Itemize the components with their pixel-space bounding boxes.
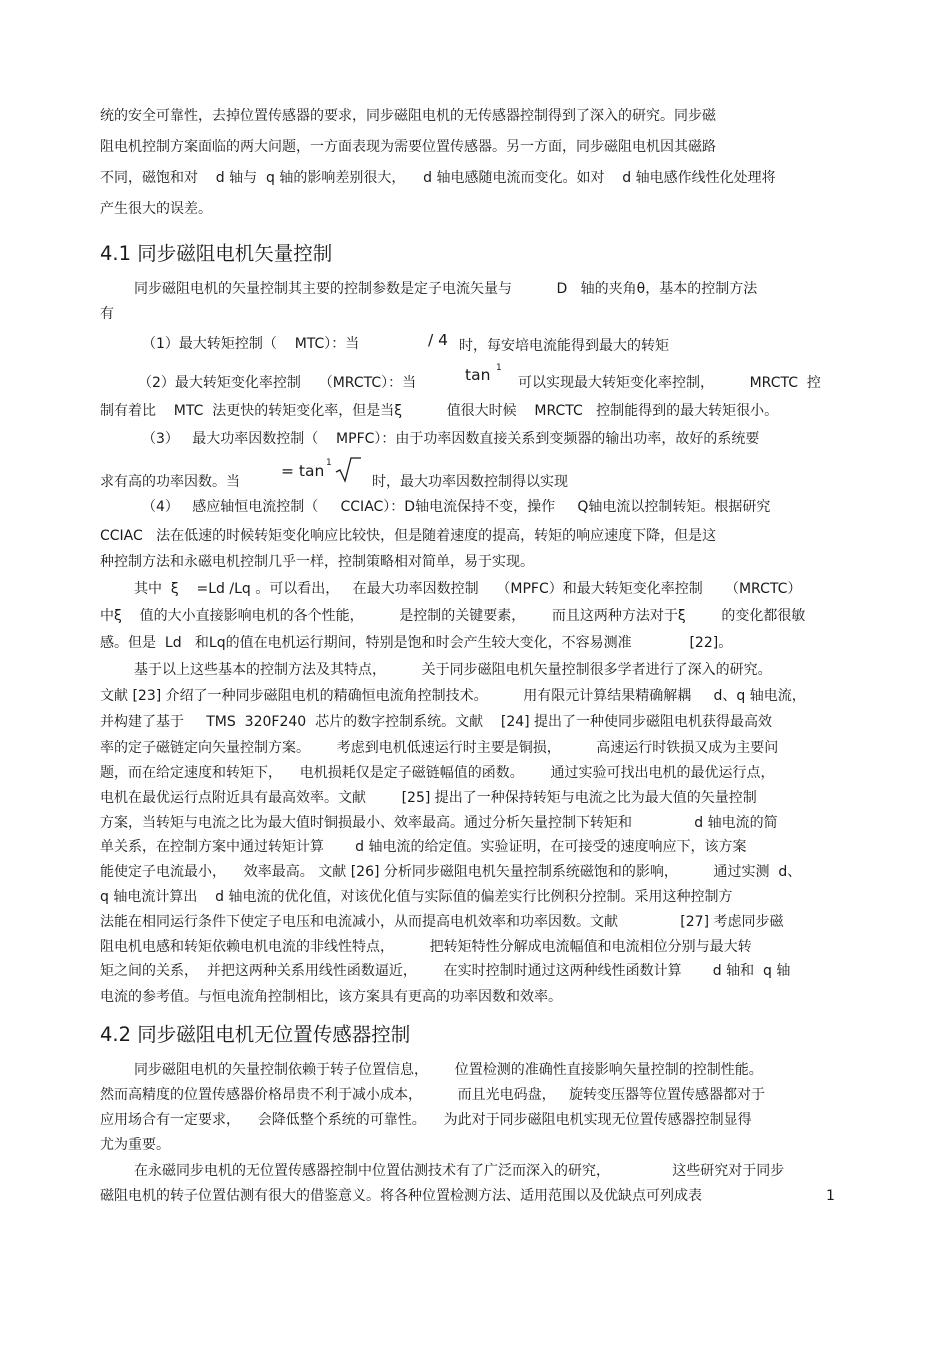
research-line-1: 基于以上这些基本的控制方法及其特点， 关于同步磁阻电机矢量控制很多学者进行了深入的研究。 [134, 662, 772, 678]
method-3-exponent: 1 [326, 458, 332, 468]
s42-para-3: 应用场合有一定要求， 会降低整个系统的可靠性。 为此对于同步磁阻电机实现无位置传感器控制显得 [100, 1112, 752, 1128]
method-4: （4） 感应轴恒电流控制（ CCIAC）：D轴电流保持不变，操作 Q轴电流以控制转矩。根据研究 [142, 499, 771, 515]
xi-line-2: 中ξ 值的大小直接影响电机的各个性能， 是控制的关键要素， 而且这两种方法对于ξ 的变化都很敏 [100, 608, 806, 624]
section-heading-4-1: 4.1 同步磁阻电机矢量控制 [100, 242, 333, 265]
method-4-line-3: 种控制方法和永磁电机控制几乎一样，控制策略相对简单，易于实现。 [100, 554, 534, 570]
method-4-line-2: CCIAC 法在低速的时候转矩变化响应比较快，但是随着速度的提高，转矩的响应速度下降，但是这 [100, 528, 717, 544]
research-line-2: 文献 [23] 介绍了一种同步磁阻电机的精确恒电流角控制技术。 用有限元计算结果精确解耦 d、q 轴电流， [100, 688, 806, 704]
s41-para-1: 同步磁阻电机的矢量控制其主要的控制参数是定子电流矢量与 D 轴的夹角θ，基本的控制方法 [134, 281, 758, 297]
xi-line-3: 感。但是 Ld 和Lq的值在电机运行期间，特别是饱和时会产生较大变化，不容易测准 [22]。 [100, 635, 733, 651]
method-2: （2）最大转矩变化率控制 （MRCTC）：当 [138, 375, 417, 391]
sqrt-icon [334, 455, 362, 483]
research-line-7: 方案，当转矩与电流之比为最大值时铜损最小、效率最高。通过分析矢量控制下转矩和 d 轴电流的简 [100, 815, 778, 831]
method-3-line-2: 求有高的功率因数。当 [100, 474, 240, 490]
intro-line-4: 产生很大的误差。 [100, 201, 212, 217]
research-line-8: 单关系，在控制方案中通过转矩计算 d 轴电流的给定值。实验证明，在可接受的速度响应下，该方案 [100, 839, 747, 855]
intro-line-3: 不同，磁饱和对 d 轴与 q 轴的影响差别很大， d 轴电感随电流而变化。如对 d 轴电感作线性化处理将 [100, 170, 776, 186]
research-line-6: 电机在最优运行点附近具有最高效率。文献 [25] 提出了一种保持转矩与电流之比为最大值的矢量控制 [100, 790, 757, 806]
s42-para-2: 然而高精度的位置传感器价格昂贵不利于减小成本， 而且光电码盘， 旋转变压器等位置传感器都对于 [100, 1087, 765, 1103]
method-2-exponent: 1 [496, 363, 502, 373]
research-line-11: 法能在相同运行条件下使定子电压和电流减小，从而提高电机效率和功率因数。文献 [27] 考虑同步磁 [100, 914, 784, 930]
research-line-10: q 轴电流计算出 d 轴电流的优化值，对该优化值与实际值的偏差实行比例积分控制。采用这种控制方 [100, 889, 733, 905]
method-1: （1）最大转矩控制（ MTC）：当 [142, 336, 360, 352]
method-3: （3） 最大功率因数控制（ MPFC）：由于功率因数直接关系到变频器的输出功率，故好的系统要 [142, 431, 760, 447]
method-3-formula: = tan [281, 462, 325, 480]
method-1-formula: / 4 [428, 331, 449, 349]
s42-para-5: 在永磁同步电机的无位置传感器控制中位置估测技术有了广泛而深入的研究， 这些研究对于同步 [134, 1163, 785, 1179]
research-line-3: 并构建了基于 TMS 320F240 芯片的数字控制系统。文献 [24] 提出了一种使同步磁阻电机获得最高效 [100, 714, 773, 730]
section-heading-4-2: 4.2 同步磁阻电机无位置传感器控制 [100, 1023, 411, 1046]
method-3-tail: 时，最大功率因数控制得以实现 [372, 474, 568, 490]
s42-para-6: 磁阻电机的转子位置估测有很大的借鉴意义。将各种位置检测方法、适用范围以及优缺点可列成表 [100, 1188, 702, 1204]
research-line-14: 电流的参考值。与恒电流角控制相比，该方案具有更高的功率因数和效率。 [100, 989, 562, 1005]
method-2-line-2: 制有着比 MTC 法更快的转矩变化率，但是当ξ 值很大时候 MRCTC 控制能得到的最大转矩很小。 [100, 403, 779, 419]
s42-para-6-tail: 1 [826, 1188, 835, 1204]
s42-para-1: 同步磁阻电机的矢量控制依赖于转子位置信息， 位置检测的准确性直接影响矢量控制的控制性能。 [134, 1062, 763, 1078]
research-line-9: 能使定子电流最小， 效率最高。 文献 [26] 分析同步磁阻电机矢量控制系统磁饱和的影响， 通过实测 d、 [100, 864, 802, 880]
xi-line-1: 其中 ξ =Ld /Lq 。可以看出， 在最大功率因数控制 （MPFC）和最大转矩变化率控制 （MRCTC） [134, 581, 802, 597]
method-2-formula: tan [465, 366, 491, 384]
s42-para-4: 尤为重要。 [100, 1137, 170, 1153]
s41-para-1b: 有 [100, 306, 114, 322]
intro-line-1: 统的安全可靠性，去掉位置传感器的要求，同步磁阻电机的无传感器控制得到了深入的研究。同步磁 [100, 108, 716, 124]
method-2-tail: 可以实现最大转矩变化率控制， MRCTC 控 [518, 375, 821, 391]
research-line-4: 率的定子磁链定向矢量控制方案。 考虑到电机低速运行时主要是铜损， 高速运行时铁损又成为主要问 [100, 740, 779, 756]
method-1-tail: 时，每安培电流能得到最大的转矩 [459, 338, 669, 354]
research-line-5: 题，而在给定速度和转矩下， 电机损耗仅是定子磁链幅值的函数。 通过实验可找出电机的最优运行点， [100, 765, 775, 781]
intro-line-2: 阻电机控制方案面临的两大问题，一方面表现为需要位置传感器。另一方面，同步磁阻电机因其磁路 [100, 139, 716, 155]
research-line-13: 矩之间的关系， 并把这两种关系用线性函数逼近， 在实时控制时通过这两种线性函数计算 d 轴和 q 轴 [100, 963, 791, 979]
research-line-12: 阻电机电感和转矩依赖电机电流的非线性特点， 把转矩特性分解成电流幅值和电流相位分别与最大转 [100, 939, 752, 955]
